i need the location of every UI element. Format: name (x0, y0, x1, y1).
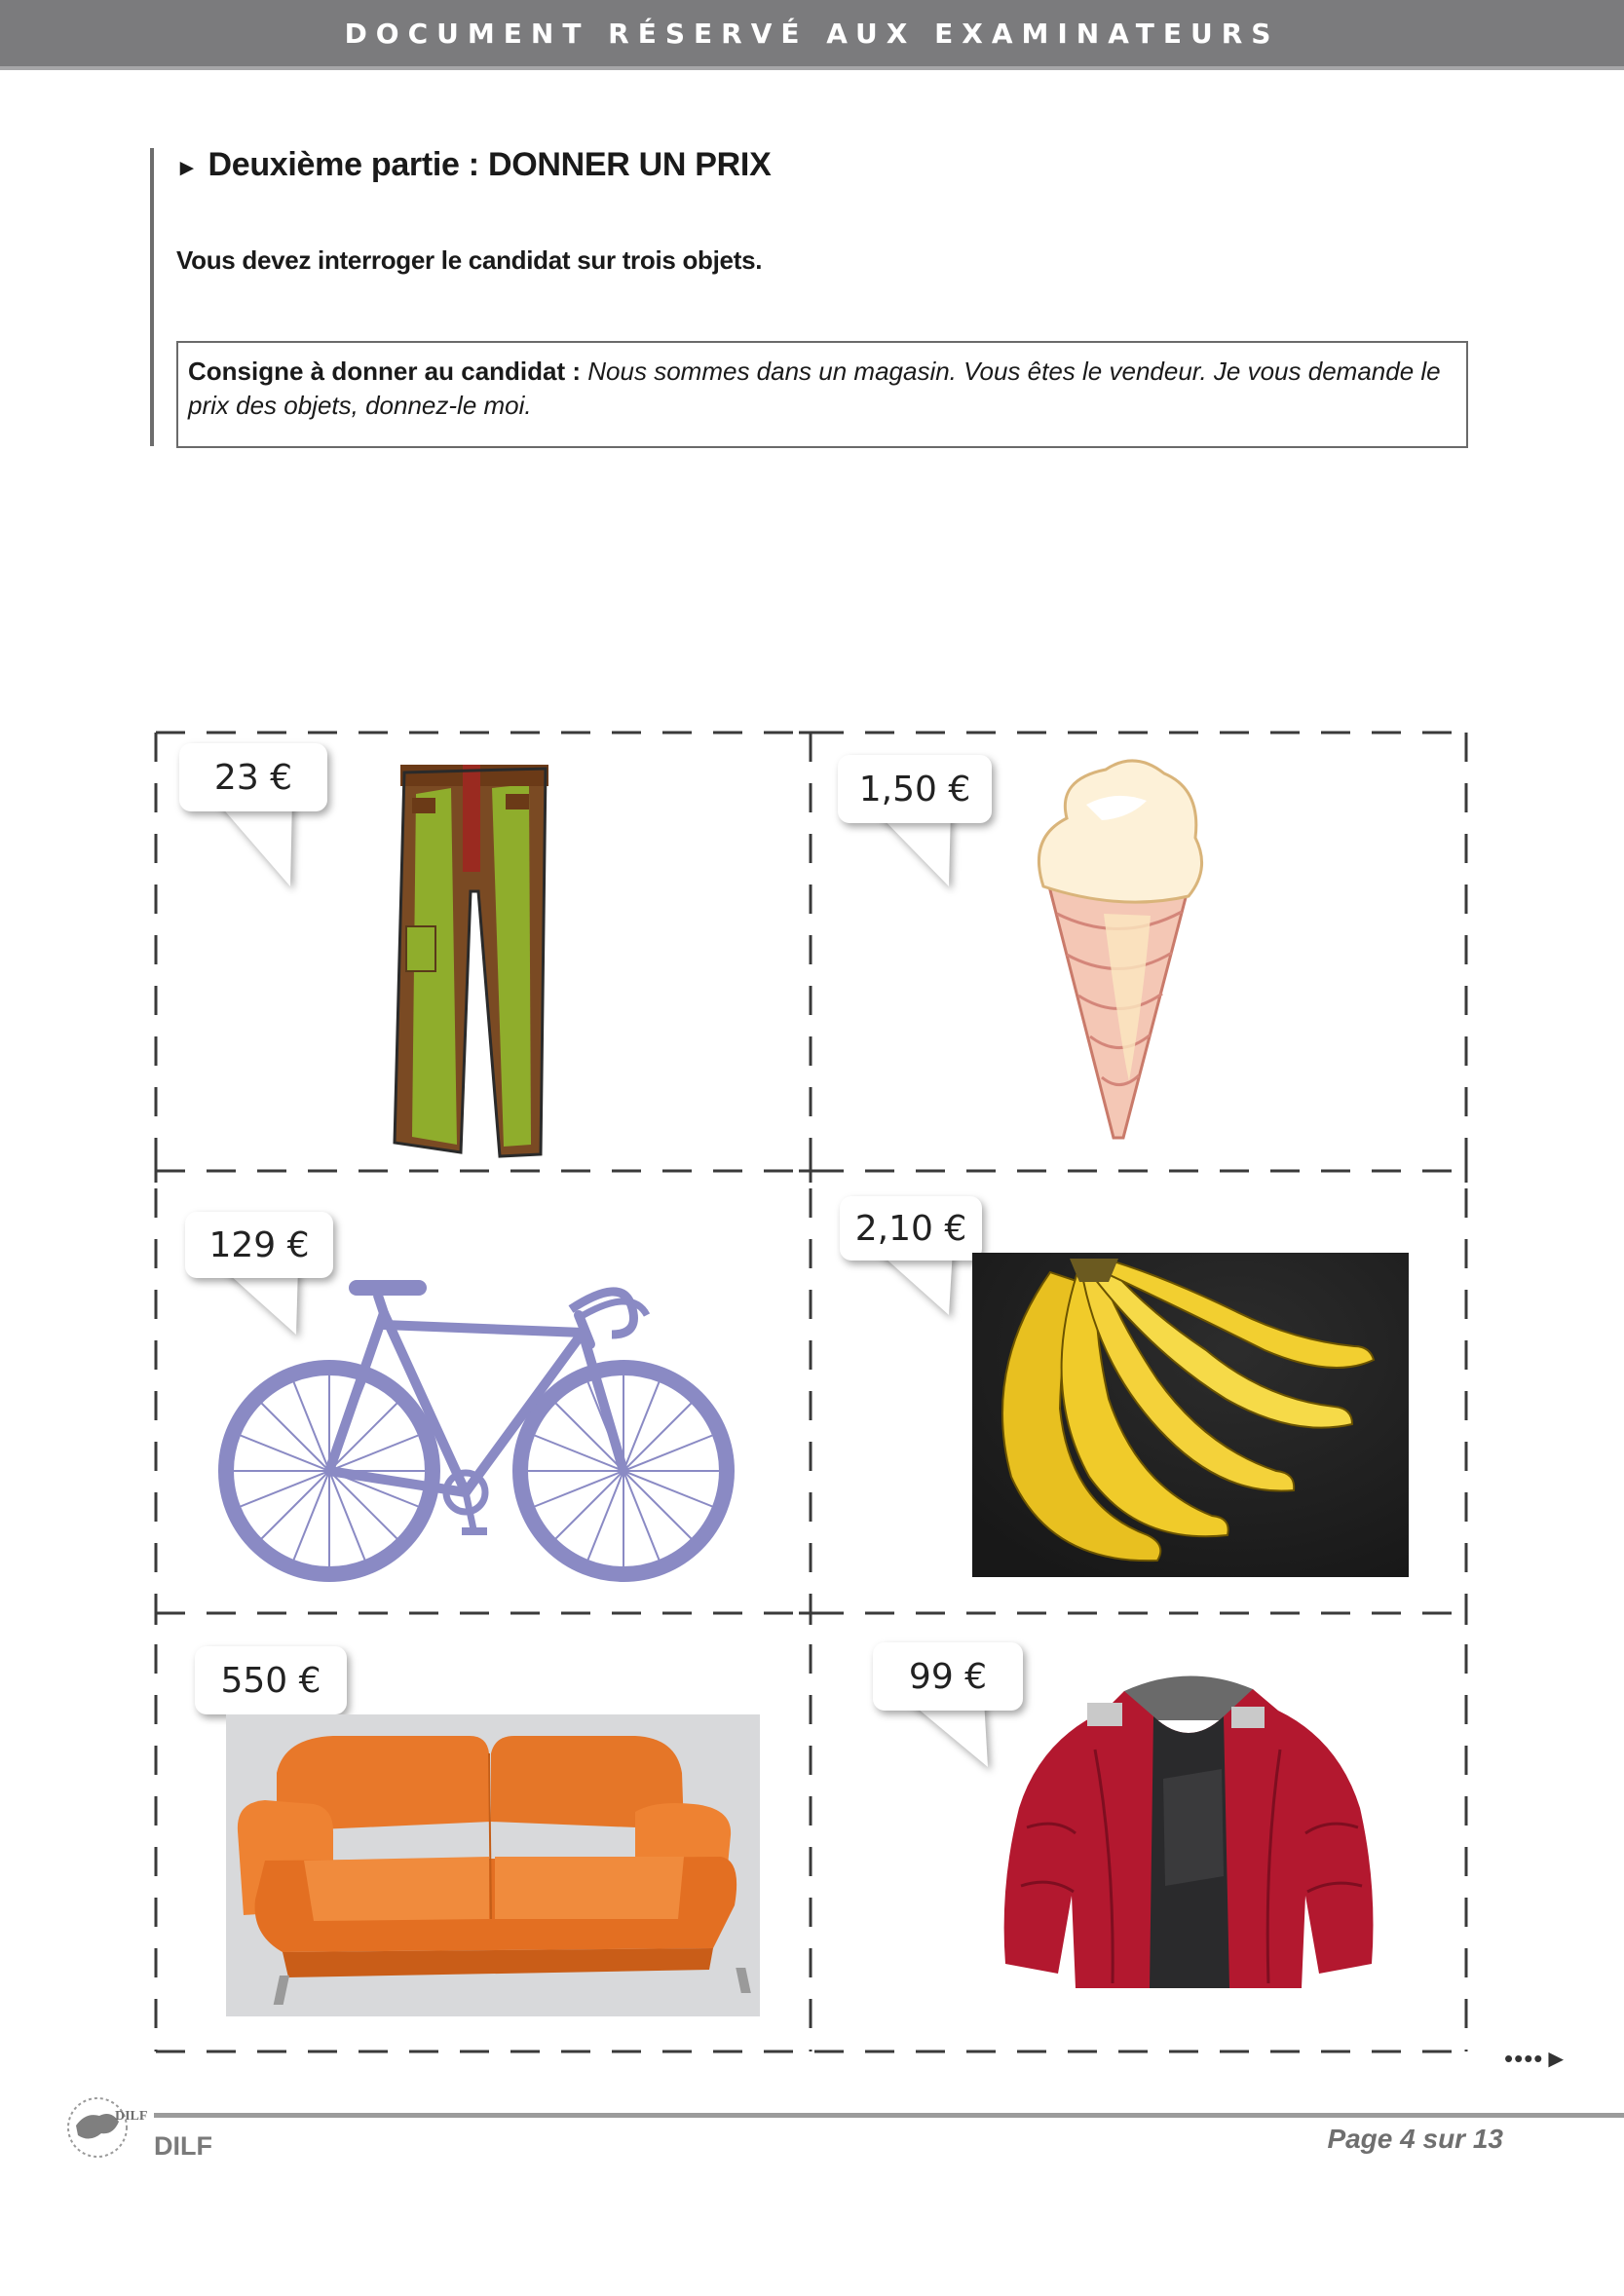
pantalon-icon (385, 755, 560, 1164)
examiner-banner (0, 0, 1624, 70)
section-left-rule (150, 148, 154, 446)
bicycle-icon (212, 1266, 738, 1588)
intro-text: Vous devez interroger le candidat sur trois objets. (176, 245, 763, 275)
section-title (175, 146, 771, 184)
price-bubble (179, 743, 327, 811)
price-bubble (840, 1196, 982, 1261)
price-label: 129 € (208, 1224, 310, 1265)
price-label: 1,50 € (858, 769, 971, 809)
dilf-logo (57, 2087, 158, 2164)
continue-arrow-icon: ••••► (1504, 2044, 1570, 2073)
price-label: 99 € (908, 1656, 988, 1697)
footer-rule (154, 2113, 1624, 2118)
price-label: 550 € (220, 1660, 321, 1701)
price-bubble (838, 755, 992, 823)
price-label: 23 € (213, 757, 293, 798)
play-arrow-icon: ► (175, 155, 199, 181)
ice-cream-cone-icon (1028, 750, 1208, 1145)
bananas-icon (972, 1253, 1409, 1577)
consigne-text: Nous sommes dans un magasin. Vous êtes le vendeur. Je vous demande le prix des objets, donnez-le moi. (188, 357, 1441, 420)
footer-brand: DILF (154, 2131, 212, 2161)
logo-text: DILF (115, 2109, 148, 2124)
price-label: 2,10 € (854, 1208, 967, 1249)
jacket-icon (998, 1662, 1382, 1998)
consigne-label: Consigne à donner au candidat : (188, 357, 582, 386)
sofa-icon (226, 1714, 760, 2016)
page-number: Page 4 sur 13 (1327, 2124, 1503, 2154)
section-title-text: Deuxième partie : DONNER UN PRIX (208, 146, 772, 183)
price-bubble (195, 1646, 347, 1714)
consigne-box (176, 341, 1468, 448)
banner-text: DOCUMENT RÉSERVÉ AUX EXAMINATEURS (344, 17, 1280, 50)
